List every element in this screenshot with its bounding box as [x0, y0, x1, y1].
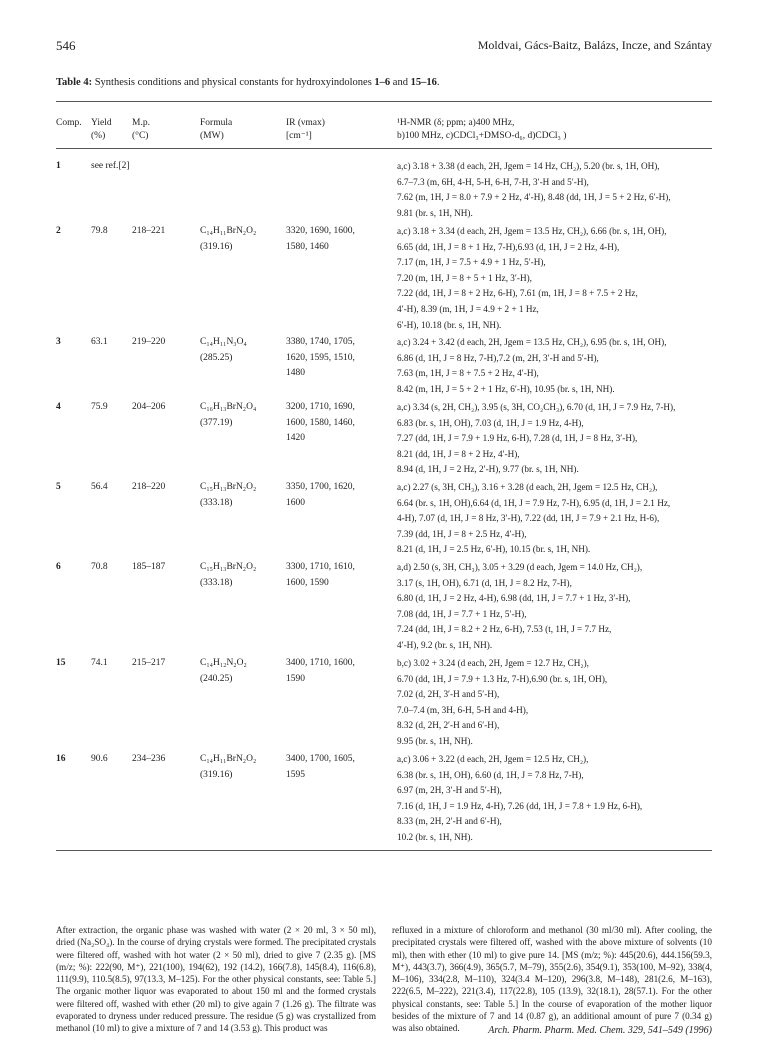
- nmr-line: 7.08 (dd, 1H, J = 7.7 + 1 Hz, 5′-H),: [397, 608, 527, 619]
- formula: C₁₄H₁₁BrN₂O₂: [200, 226, 257, 236]
- row-ir: [286, 752, 355, 783]
- ir-line: 3380, 1740, 1705,: [286, 337, 355, 347]
- row-comp: 3: [56, 337, 61, 347]
- nmr-line: 8.32 (d, 2H, 2′-H and 6′-H),: [397, 720, 500, 731]
- nmr-line: 6.97 (m, 2H, 3′-H and 5′-H),: [397, 785, 502, 796]
- molecular-weight: (319.16): [200, 241, 233, 252]
- formula: C₁₅H₁₃BrN₂O₂: [200, 562, 257, 572]
- col-ir-line1: IR (νmax): [286, 118, 325, 128]
- col-formula-line2: (MW): [200, 131, 224, 141]
- formula: C₁₄H₁₁N₃O₄: [200, 337, 247, 347]
- row-comp: 16: [56, 754, 66, 764]
- row-nmr: [397, 400, 717, 478]
- col-nmr-line1: ¹H-NMR (δ; ppm; a)400 MHz,: [397, 118, 515, 128]
- nmr-line: 6.80 (d, 1H, J = 2 Hz, 4-H), 6.98 (dd, 1H, J = 7.7 + 1 Hz, 3′-H),: [397, 593, 631, 604]
- row-comp: 2: [56, 226, 61, 236]
- row-comp: 6: [56, 562, 61, 572]
- ir-line: 1580, 1460: [286, 241, 329, 252]
- col-mp-line1: M.p.: [132, 118, 150, 128]
- nmr-line: 6.70 (dd, 1H, J = 7.9 + 1.3 Hz, 7-H),6.90 (br. s, 1H, OH),: [397, 673, 608, 684]
- col-comp: Comp.: [56, 118, 82, 128]
- ir-line: 1600: [286, 497, 305, 508]
- nmr-line: 7.02 (d, 2H, 3′-H and 5′-H),: [397, 689, 500, 700]
- row-ir: [286, 560, 355, 591]
- nmr-line: 7.24 (dd, 1H, J = 8.2 + 2 Hz, 6-H), 7.53 (t, 1H, J = 7.7 Hz,: [397, 624, 612, 635]
- row-ir: [286, 656, 355, 687]
- running-header-authors: Moldvai, Gács-Baitz, Balázs, Incze, and Szántay: [477, 38, 712, 52]
- row-comp: 1: [56, 161, 61, 171]
- row-comp: 5: [56, 482, 61, 492]
- caption-text: Synthesis conditions and physical constants for hydroxyindolones: [92, 77, 375, 88]
- row-ir: [286, 335, 355, 382]
- col-yield: [91, 117, 112, 143]
- nmr-line: a,c) 3.06 + 3.22 (d each, 2H, Jgem = 12.5 Hz, CH₂),: [397, 754, 589, 764]
- row-yield: 75.9: [91, 402, 108, 412]
- col-ir: [286, 117, 325, 143]
- table-header-rule: [56, 148, 712, 149]
- ir-line: 3400, 1710, 1600,: [286, 658, 355, 668]
- nmr-line: 8.21 (dd, 1H, J = 8 + 2 Hz, 4′-H),: [397, 448, 520, 459]
- nmr-line: 7.20 (m, 1H, J = 8 + 5 + 1 Hz, 3′-H),: [397, 272, 532, 283]
- molecular-weight: (240.25): [200, 673, 233, 684]
- nmr-line: 4′-H), 8.39 (m, 1H, J = 4.9 + 2 + 1 Hz,: [397, 303, 539, 314]
- nmr-line: 6.83 (br. s, 1H, OH), 7.03 (d, 1H, J = 1.9 Hz, 4-H),: [397, 417, 584, 428]
- nmr-line: 7.27 (dd, 1H, J = 7.9 + 1.9 Hz, 6-H), 7.28 (d, 1H, J = 8 Hz, 3′-H),: [397, 433, 638, 444]
- col-yield-line1: Yield: [91, 118, 112, 128]
- page-number: 546: [56, 38, 76, 53]
- nmr-line: 4-H), 7.07 (d, 1H, J = 8 Hz, 3′-H), 7.22 (dd, 1H, J = 7.9 + 2.1 Hz, H-6),: [397, 513, 660, 524]
- table-bottom-rule: [56, 850, 712, 851]
- caption-and: and: [390, 77, 411, 88]
- col-mp: [132, 117, 150, 143]
- journal-citation: Arch. Pharm. Pharm. Med. Chem. 329, 541–549 (1996): [488, 1025, 712, 1036]
- nmr-line: 7.16 (d, 1H, J = 1.9 Hz, 4-H), 7.26 (dd, 1H, J = 7.8 + 1.9 Hz, 6-H),: [397, 800, 643, 811]
- row-mp: 204–206: [132, 402, 166, 412]
- ir-line: 1590: [286, 673, 305, 684]
- ir-line: 3350, 1700, 1620,: [286, 482, 355, 492]
- row-comp: 4: [56, 402, 61, 412]
- caption-refs2: 15–16: [410, 77, 437, 88]
- nmr-line: 6.7–7.3 (m, 6H, 4-H, 5-H, 6-H, 7-H, 3′-H and 5′-H),: [397, 176, 589, 187]
- nmr-line: a,c) 3.34 (s, 2H, CH₂), 3.95 (s, 3H, CO₂CH₃), 6.70 (d, 1H, J = 7.9 Hz, 7-H),: [397, 402, 676, 412]
- nmr-line: a,c) 2.27 (s, 3H, CH₃), 3.16 + 3.28 (d each, 2H, Jgem = 12.5 Hz, CH₂),: [397, 482, 658, 492]
- nmr-line: 7.63 (m, 1H, J = 8 + 7.5 + 2 Hz, 4′-H),: [397, 368, 539, 379]
- row-ir: [286, 400, 355, 447]
- row-formula: [200, 480, 256, 511]
- row-mp: 234–236: [132, 754, 166, 764]
- row-comp: 15: [56, 658, 66, 668]
- formula: C₁₄H₁₂N₂O₂: [200, 658, 247, 668]
- row-nmr: [397, 480, 717, 558]
- nmr-line: a,d) 2.50 (s, 3H, CH₃), 3.05 + 3.29 (d each, Jgem = 14.0 Hz, CH₂),: [397, 562, 643, 572]
- row-mp: 185–187: [132, 562, 166, 572]
- ir-line: 1620, 1595, 1510,: [286, 352, 355, 363]
- nmr-line: 7.22 (dd, 1H, J = 8 + 2 Hz, 6-H), 7.61 (m, 1H, J = 8 + 7.5 + 2 Hz,: [397, 288, 638, 299]
- row-nmr: [397, 224, 717, 333]
- ir-line: 3400, 1700, 1605,: [286, 754, 355, 764]
- row-yield: 79.8: [91, 226, 108, 236]
- nmr-line: a,c) 3.18 + 3.38 (d each, 2H, Jgem = 14 Hz, CH₂), 5.20 (br. s, 1H, OH),: [397, 161, 660, 171]
- row-formula: [200, 400, 256, 431]
- row-yield: 56.4: [91, 482, 108, 492]
- nmr-line: a,c) 3.18 + 3.34 (d each, 2H, Jgem = 13.5 Hz, CH₂), 6.66 (br. s, 1H, OH),: [397, 226, 667, 236]
- body-text-left: After extraction, the organic phase was washed with water (2 × 20 ml, 3 × 50 ml), dried (Na₂SO₄). In the course of drying crystals were formed. The precipitated crystals were filtered off, washed with hot water (2 × 50 ml), dried to give 7 (2.35 g). [MS (m/z; %): 222(90, M⁺), 221(100), 194(62), 192 (14.2), 166(7.8), 145(8.4), 116(6.8), 111(9.9), 110.5(8.5), 97(13.3, M–125). For the other physical constants, see: Table 5.] The organic mother liquor was evaporated to about 150 ml and the formed crystals were filtered off, washed with ether (20 ml) to give again 7 (1.26 g). The filtrate was evaporated to dryness under reduced pressure. The residue (5 g) was crystallized from methanol (10 ml) to give a mixture of 7 and 14 (3.53 g). This product was: [56, 925, 376, 1034]
- row-mp: 218–221: [132, 226, 166, 236]
- molecular-weight: (319.16): [200, 769, 233, 780]
- row-nmr: [397, 335, 717, 397]
- row-formula: [200, 752, 256, 783]
- nmr-line: a,c) 3.24 + 3.42 (d each, 2H, Jgem = 13.5 Hz, CH₂), 6.95 (br. s, 1H, OH),: [397, 337, 667, 347]
- row-nmr: [397, 656, 717, 750]
- row-yield: 63.1: [91, 337, 108, 347]
- nmr-line: 7.62 (m, 1H, J = 8.0 + 7.9 + 2 Hz, 4′-H), 8.48 (dd, 1H, J = 5 + 2 Hz, 6′-H),: [397, 192, 671, 203]
- formula: C₁₅H₁₃BrN₂O₂: [200, 482, 257, 492]
- row-formula: [200, 656, 247, 687]
- molecular-weight: (333.18): [200, 577, 233, 588]
- row-formula: [200, 560, 256, 591]
- ir-line: 1600, 1590: [286, 577, 329, 588]
- row-yield: 90.6: [91, 754, 108, 764]
- col-yield-line2: (%): [91, 131, 106, 141]
- formula: C₁₄H₁₁BrN₂O₂: [200, 754, 257, 764]
- row-yield: 70.8: [91, 562, 108, 572]
- nmr-line: 6.86 (d, 1H, J = 8 Hz, 7-H),7.2 (m, 2H, 3′-H and 5′-H),: [397, 352, 599, 363]
- col-formula-line1: Formula: [200, 118, 233, 128]
- nmr-line: 8.21 (d, 1H, J = 2.5 Hz, 6′-H), 10.15 (br. s, 1H, NH).: [397, 544, 591, 555]
- row-ir: [286, 480, 355, 511]
- nmr-line: 6′-H), 10.18 (br. s, 1H, NH).: [397, 319, 502, 330]
- ir-line: 1600, 1580, 1460,: [286, 417, 355, 428]
- caption-refs: 1–6: [374, 77, 391, 88]
- nmr-line: 8.33 (m, 2H, 2′-H and 6′-H),: [397, 816, 502, 827]
- nmr-line: 7.39 (dd, 1H, J = 8 + 2.5 Hz, 4′-H),: [397, 528, 527, 539]
- nmr-line: 9.95 (br. s, 1H, NH).: [397, 735, 473, 746]
- row-ir: [286, 224, 355, 255]
- col-mp-line2: (°C): [132, 131, 149, 141]
- caption-label: Table 4:: [56, 77, 93, 88]
- row-nmr: [397, 560, 717, 654]
- col-nmr-line2: b)100 MHz, c)CDCl₃+DMSO-d₆, d)CDCl₃ ): [397, 131, 567, 141]
- row-formula: [200, 335, 247, 366]
- ir-line: 3300, 1710, 1610,: [286, 562, 355, 572]
- nmr-line: 7.0–7.4 (m, 3H, 6-H, 5-H and 4-H),: [397, 704, 529, 715]
- row-yield: see ref.[2]: [91, 161, 130, 171]
- row-nmr: [397, 159, 717, 221]
- nmr-line: 7.17 (m, 1H, J = 7.5 + 4.9 + 1 Hz, 5′-H),: [397, 257, 546, 268]
- nmr-line: 6.64 (br. s, 1H, OH),6.64 (d, 1H, J = 7.9 Hz, 7-H), 6.95 (d, 1H, J = 2.1 Hz,: [397, 497, 671, 508]
- nmr-line: 8.42 (m, 1H, J = 5 + 2 + 1 Hz, 6′-H), 10.95 (br. s, 1H, NH).: [397, 383, 615, 394]
- formula: C₁₆H₁₃BrN₂O₄: [200, 402, 257, 412]
- nmr-line: 3.17 (s, 1H, OH), 6.71 (d, 1H, J = 8.2 Hz, 7-H),: [397, 577, 572, 588]
- col-formula: [200, 117, 232, 143]
- row-mp: 215–217: [132, 658, 166, 668]
- col-nmr: [397, 117, 566, 143]
- table-caption: [56, 77, 712, 88]
- ir-line: 3200, 1710, 1690,: [286, 402, 355, 412]
- nmr-line: 6.65 (dd, 1H, J = 8 + 1 Hz, 7-H),6.93 (d, 1H, J = 2 Hz, 4-H),: [397, 241, 620, 252]
- ir-line: 1480: [286, 368, 305, 378]
- molecular-weight: (377.19): [200, 417, 233, 428]
- row-nmr: [397, 752, 717, 846]
- nmr-line: 9.81 (br. s, 1H, NH).: [397, 207, 473, 218]
- nmr-line: b,c) 3.02 + 3.24 (d each, 2H, Jgem = 12.7 Hz, CH₂),: [397, 658, 589, 668]
- ir-line: 1595: [286, 769, 305, 780]
- table-top-rule: [56, 101, 712, 102]
- molecular-weight: (285.25): [200, 352, 233, 363]
- nmr-line: 8.94 (d, 1H, J = 2 Hz, 2′-H), 9.77 (br. s, 1H, NH).: [397, 464, 579, 475]
- caption-end: .: [436, 77, 440, 88]
- body-text-right: refluxed in a mixture of chloroform and methanol (30 ml/30 ml). After cooling, the precipitated crystals were filtered off, washed with the above mixture of solvents (10 ml), then with ether (10 ml) to give pure 14. [MS (m/z; %): 445(20.6), 444.156(59.3, M⁺), 443(3.7), 366(4.9), 365(5.7, M–79), 355(2.6), 354(9.1), 353(100, M–92), 338(4, M–106), 334(2.8, M–110), 324(3.4 M–120), 296(3.8, M–148), 281(2.6, M–163), 222(6.5, M–222), 221(3.4), 117(22.8), 105 (13.9), 32(18.1), 28(57.1). For the other physical constants, see: Table 5.] In the course of evaporation of the mother liquor besides of the mixture of 7 and 14 (0.87 g), an additional amount of pure 7 (0.34 g) was also obtained.: [392, 925, 712, 1034]
- ir-line: 3320, 1690, 1600,: [286, 226, 355, 236]
- ir-line: 1420: [286, 433, 305, 443]
- nmr-line: 10.2 (br. s, 1H, NH).: [397, 831, 473, 842]
- col-ir-line2: [cm⁻¹]: [286, 131, 312, 141]
- row-yield: 74.1: [91, 658, 108, 668]
- nmr-line: 4′-H), 9.2 (br. s, 1H, NH).: [397, 639, 493, 650]
- row-mp: 218–220: [132, 482, 166, 492]
- row-formula: [200, 224, 256, 255]
- molecular-weight: (333.18): [200, 497, 233, 508]
- nmr-line: 6.38 (br. s, 1H, OH), 6.60 (d, 1H, J = 7.8 Hz, 7-H),: [397, 769, 584, 780]
- row-mp: 219–220: [132, 337, 166, 347]
